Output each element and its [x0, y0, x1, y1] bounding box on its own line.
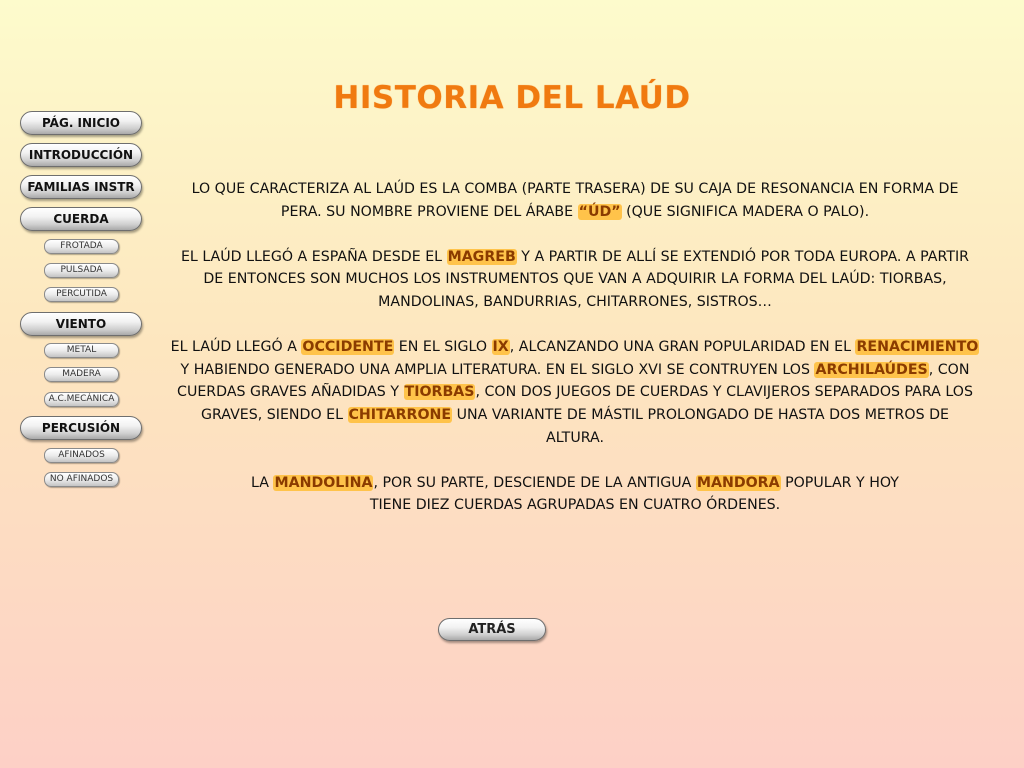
text-span: LA [251, 474, 274, 491]
page-title: HISTORIA DEL LAÚD [333, 80, 691, 116]
sub-button-percutida[interactable]: PERCUTIDA [44, 287, 119, 302]
text-span: EL LAÚD LLEGÓ A ESPAÑA DESDE EL [180, 248, 447, 265]
nav-button-familias[interactable]: FAMILIAS INSTR [20, 175, 142, 199]
highlight-occidente: OCCIDENTE [302, 339, 394, 356]
sub-button-ac-mecanica[interactable]: A.C.MECÁNICA [44, 392, 119, 407]
highlight-chitarrone: CHITARRONE [348, 406, 452, 423]
text-span: Y HABIENDO GENERADO UNA AMPLIA LITERATURA. EN EL SIGLO XVI SE CONTRUYEN LOS [180, 361, 815, 378]
highlight-ud: “ÚD” [578, 203, 621, 220]
text-span: , ALCANZANDO UNA GRAN POPULARIDAD EN EL [509, 339, 856, 356]
paragraph-occidente [170, 336, 980, 449]
text-span: , POR SU PARTE, DESCIENDE DE LA ANTIGUA [373, 474, 696, 491]
highlight-mandora: MANDORA [696, 474, 780, 491]
highlight-archilaudes: ARCHILAÚDES [815, 361, 928, 378]
text-span: , CON DOS JUEGOS DE CUERDAS Y CLAVIJEROS SEPARADOS PARA LOS GRAVES, SIENDO EL [201, 384, 973, 423]
text-span: UNA VARIANTE DE MÁSTIL PROLONGADO DE HASTA DOS METROS DE ALTURA. [452, 406, 949, 446]
nav-button-viento[interactable]: VIENTO [20, 312, 142, 336]
sub-button-madera[interactable]: MADERA [44, 367, 119, 382]
nav-button-percusion[interactable]: PERCUSIÓN [20, 416, 142, 440]
paragraph-comba [170, 178, 980, 223]
sub-button-metal[interactable]: METAL [44, 343, 119, 358]
sub-button-no-afinados[interactable]: NO AFINADOS [44, 472, 119, 487]
nav-button-cuerda[interactable]: CUERDA [20, 207, 142, 231]
text-span: EL LAÚD LLEGÓ A [170, 339, 302, 356]
text-span: POPULAR Y HOY TIENE DIEZ CUERDAS AGRUPADAS EN CUATRO ÓRDENES. [369, 474, 899, 514]
sub-button-frotada[interactable]: FROTADA [44, 239, 119, 254]
text-span: (QUE SIGNIFICA MADERA O PALO). [621, 203, 870, 220]
highlight-renacimiento: RENACIMIENTO [856, 339, 979, 356]
text-span: LO QUE CARACTERIZA AL LAÚD ES LA COMBA (PARTE TRASERA) DE SU CAJA DE RESONANCIA EN FORMA DE PERA. SU NOMBRE PROVIENE DEL ÁRABE [191, 181, 959, 220]
text-span: EN EL SIGLO [394, 339, 492, 356]
back-button[interactable]: ATRÁS [438, 618, 546, 641]
paragraph-mandolina [170, 472, 980, 517]
article-body [170, 178, 980, 540]
nav-button-introduccion[interactable]: INTRODUCCIÓN [20, 143, 142, 167]
highlight-mandolina: MANDOLINA [274, 474, 373, 491]
sub-button-afinados[interactable]: AFINADOS [44, 448, 119, 463]
highlight-ix: IX [492, 339, 509, 356]
paragraph-espana [170, 246, 980, 314]
text-span: , CON CUERDAS GRAVES AÑADIDAS Y [177, 361, 970, 401]
nav-button-inicio[interactable]: PÁG. INICIO [20, 111, 142, 135]
highlight-magreb: MAGREB [447, 248, 516, 265]
highlight-tiorbas: TIORBAS [404, 384, 475, 401]
text-span: Y A PARTIR DE ALLÍ SE EXTENDIÓ POR TODA EUROPA. A PARTIR DE ENTONCES SON MUCHOS LOS INSTRUMENTOS QUE VAN A ADQUIRIR LA FORMA DEL LAÚD: TIORBAS, MANDOLINAS, BANDURRIAS, CHITARRONES, SISTROS… [203, 248, 970, 310]
sub-button-pulsada[interactable]: PULSADA [44, 263, 119, 278]
